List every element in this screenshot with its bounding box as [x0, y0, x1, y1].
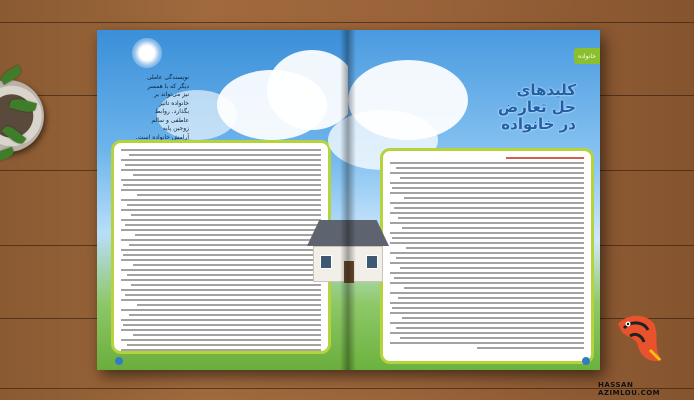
page-number-badge: [582, 357, 590, 365]
pull-quote-line: بگذارد. روابط: [154, 108, 189, 115]
pull-quote: [111, 74, 189, 142]
window-icon: [366, 255, 378, 269]
pull-quote-line: دیگر که با همسر: [147, 82, 189, 90]
pull-quote-line: زوجین پایه: [162, 125, 189, 132]
title-line: در خانواده: [501, 115, 576, 133]
leaf-icon: [0, 147, 15, 162]
pull-quote-line: نیز می‌تواند بر: [153, 91, 189, 98]
fish-logo-icon: [610, 310, 670, 368]
page-gutter: [340, 30, 356, 370]
article-title: [498, 82, 576, 133]
wood-seam: [0, 388, 694, 389]
pull-quote-line: آرامش خانواده است.: [135, 133, 189, 141]
pull-quote-line: عاطفی و سالم: [151, 116, 189, 124]
pull-quote-line: نویسندگی عاملی: [146, 74, 189, 81]
pull-quote-line: خانواده تاثیر: [159, 99, 189, 107]
magazine-spread: [97, 30, 600, 370]
credit-text: HASSAN AZIMLOU.COM: [598, 381, 661, 397]
wood-seam: [0, 22, 694, 23]
right-page: [348, 30, 600, 370]
sun-icon: [132, 38, 162, 68]
window-icon: [320, 255, 332, 269]
page-number-badge: [115, 357, 123, 365]
right-article-body: [380, 148, 594, 364]
left-page: [97, 30, 348, 370]
left-article-body: [111, 140, 331, 354]
section-tab: خانواده: [574, 48, 600, 64]
title-line: کلیدهای: [516, 81, 576, 99]
title-line: حل تعارض: [498, 98, 576, 116]
